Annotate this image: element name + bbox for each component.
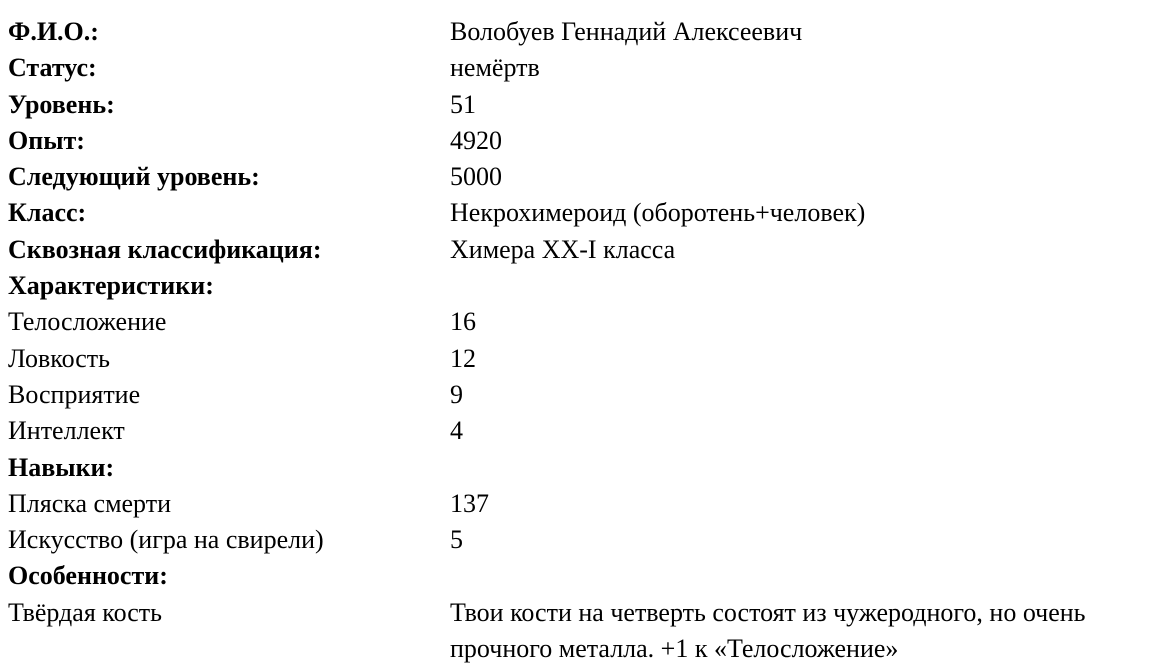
character-sheet: [8, 14, 1158, 667]
skill-value: 137: [450, 488, 489, 518]
label-level: Уровень:: [8, 89, 115, 119]
value-fio: Волобуев Геннадий Алексеевич: [450, 17, 803, 46]
skill-value: 5: [450, 525, 463, 555]
row-status: [8, 50, 1158, 86]
row-level: [8, 87, 1158, 123]
feature-description: Твои кости на четверть состоят из чужеродного, но очень прочного металла. +1 к «Телосложение»: [450, 597, 1086, 663]
characteristic-label: Ловкость: [8, 343, 110, 373]
characteristic-label: Телосложение: [8, 307, 167, 337]
characteristic-value: 9: [450, 379, 463, 409]
characteristic-row: [8, 304, 1158, 340]
value-next-level: 5000: [450, 162, 502, 192]
feature-label: Твёрдая кость: [8, 597, 163, 627]
skills-heading: Навыки:: [8, 452, 115, 482]
skill-row: [8, 522, 1158, 558]
characteristic-value: 12: [450, 343, 476, 373]
characteristic-row: [8, 413, 1158, 449]
label-next-level: Следующий уровень:: [8, 162, 260, 192]
row-next-level: [8, 159, 1158, 195]
characteristic-label: Интеллект: [8, 416, 125, 446]
label-class: Класс:: [8, 198, 87, 228]
row-class: [8, 195, 1158, 231]
value-experience: 4920: [450, 125, 502, 155]
skill-label: Пляска смерти: [8, 488, 171, 518]
label-fio: Ф.И.О.:: [8, 17, 99, 46]
characteristic-value: 4: [450, 416, 463, 446]
value-class: Некрохимероид (оборотень+человек): [450, 198, 866, 228]
label-classification: Сквозная классификация:: [8, 234, 322, 264]
skill-label: Искусство (игра на свирели): [8, 525, 324, 555]
characteristic-value: 16: [450, 307, 476, 337]
row-fio: [8, 14, 1158, 50]
row-classification: [8, 232, 1158, 268]
label-status: Статус:: [8, 53, 97, 83]
value-level: 51: [450, 89, 476, 119]
characteristic-row: [8, 377, 1158, 413]
features-heading: Особенности:: [8, 561, 168, 591]
row-experience: [8, 123, 1158, 159]
characteristics-heading: Характеристики:: [8, 271, 214, 301]
characteristic-row: [8, 341, 1158, 377]
skill-row: [8, 486, 1158, 522]
value-status: немёртв: [450, 53, 540, 83]
value-classification: Химера XX-I класса: [450, 234, 676, 264]
characteristic-label: Восприятие: [8, 379, 141, 409]
label-experience: Опыт:: [8, 125, 85, 155]
feature-row: [8, 595, 1158, 667]
